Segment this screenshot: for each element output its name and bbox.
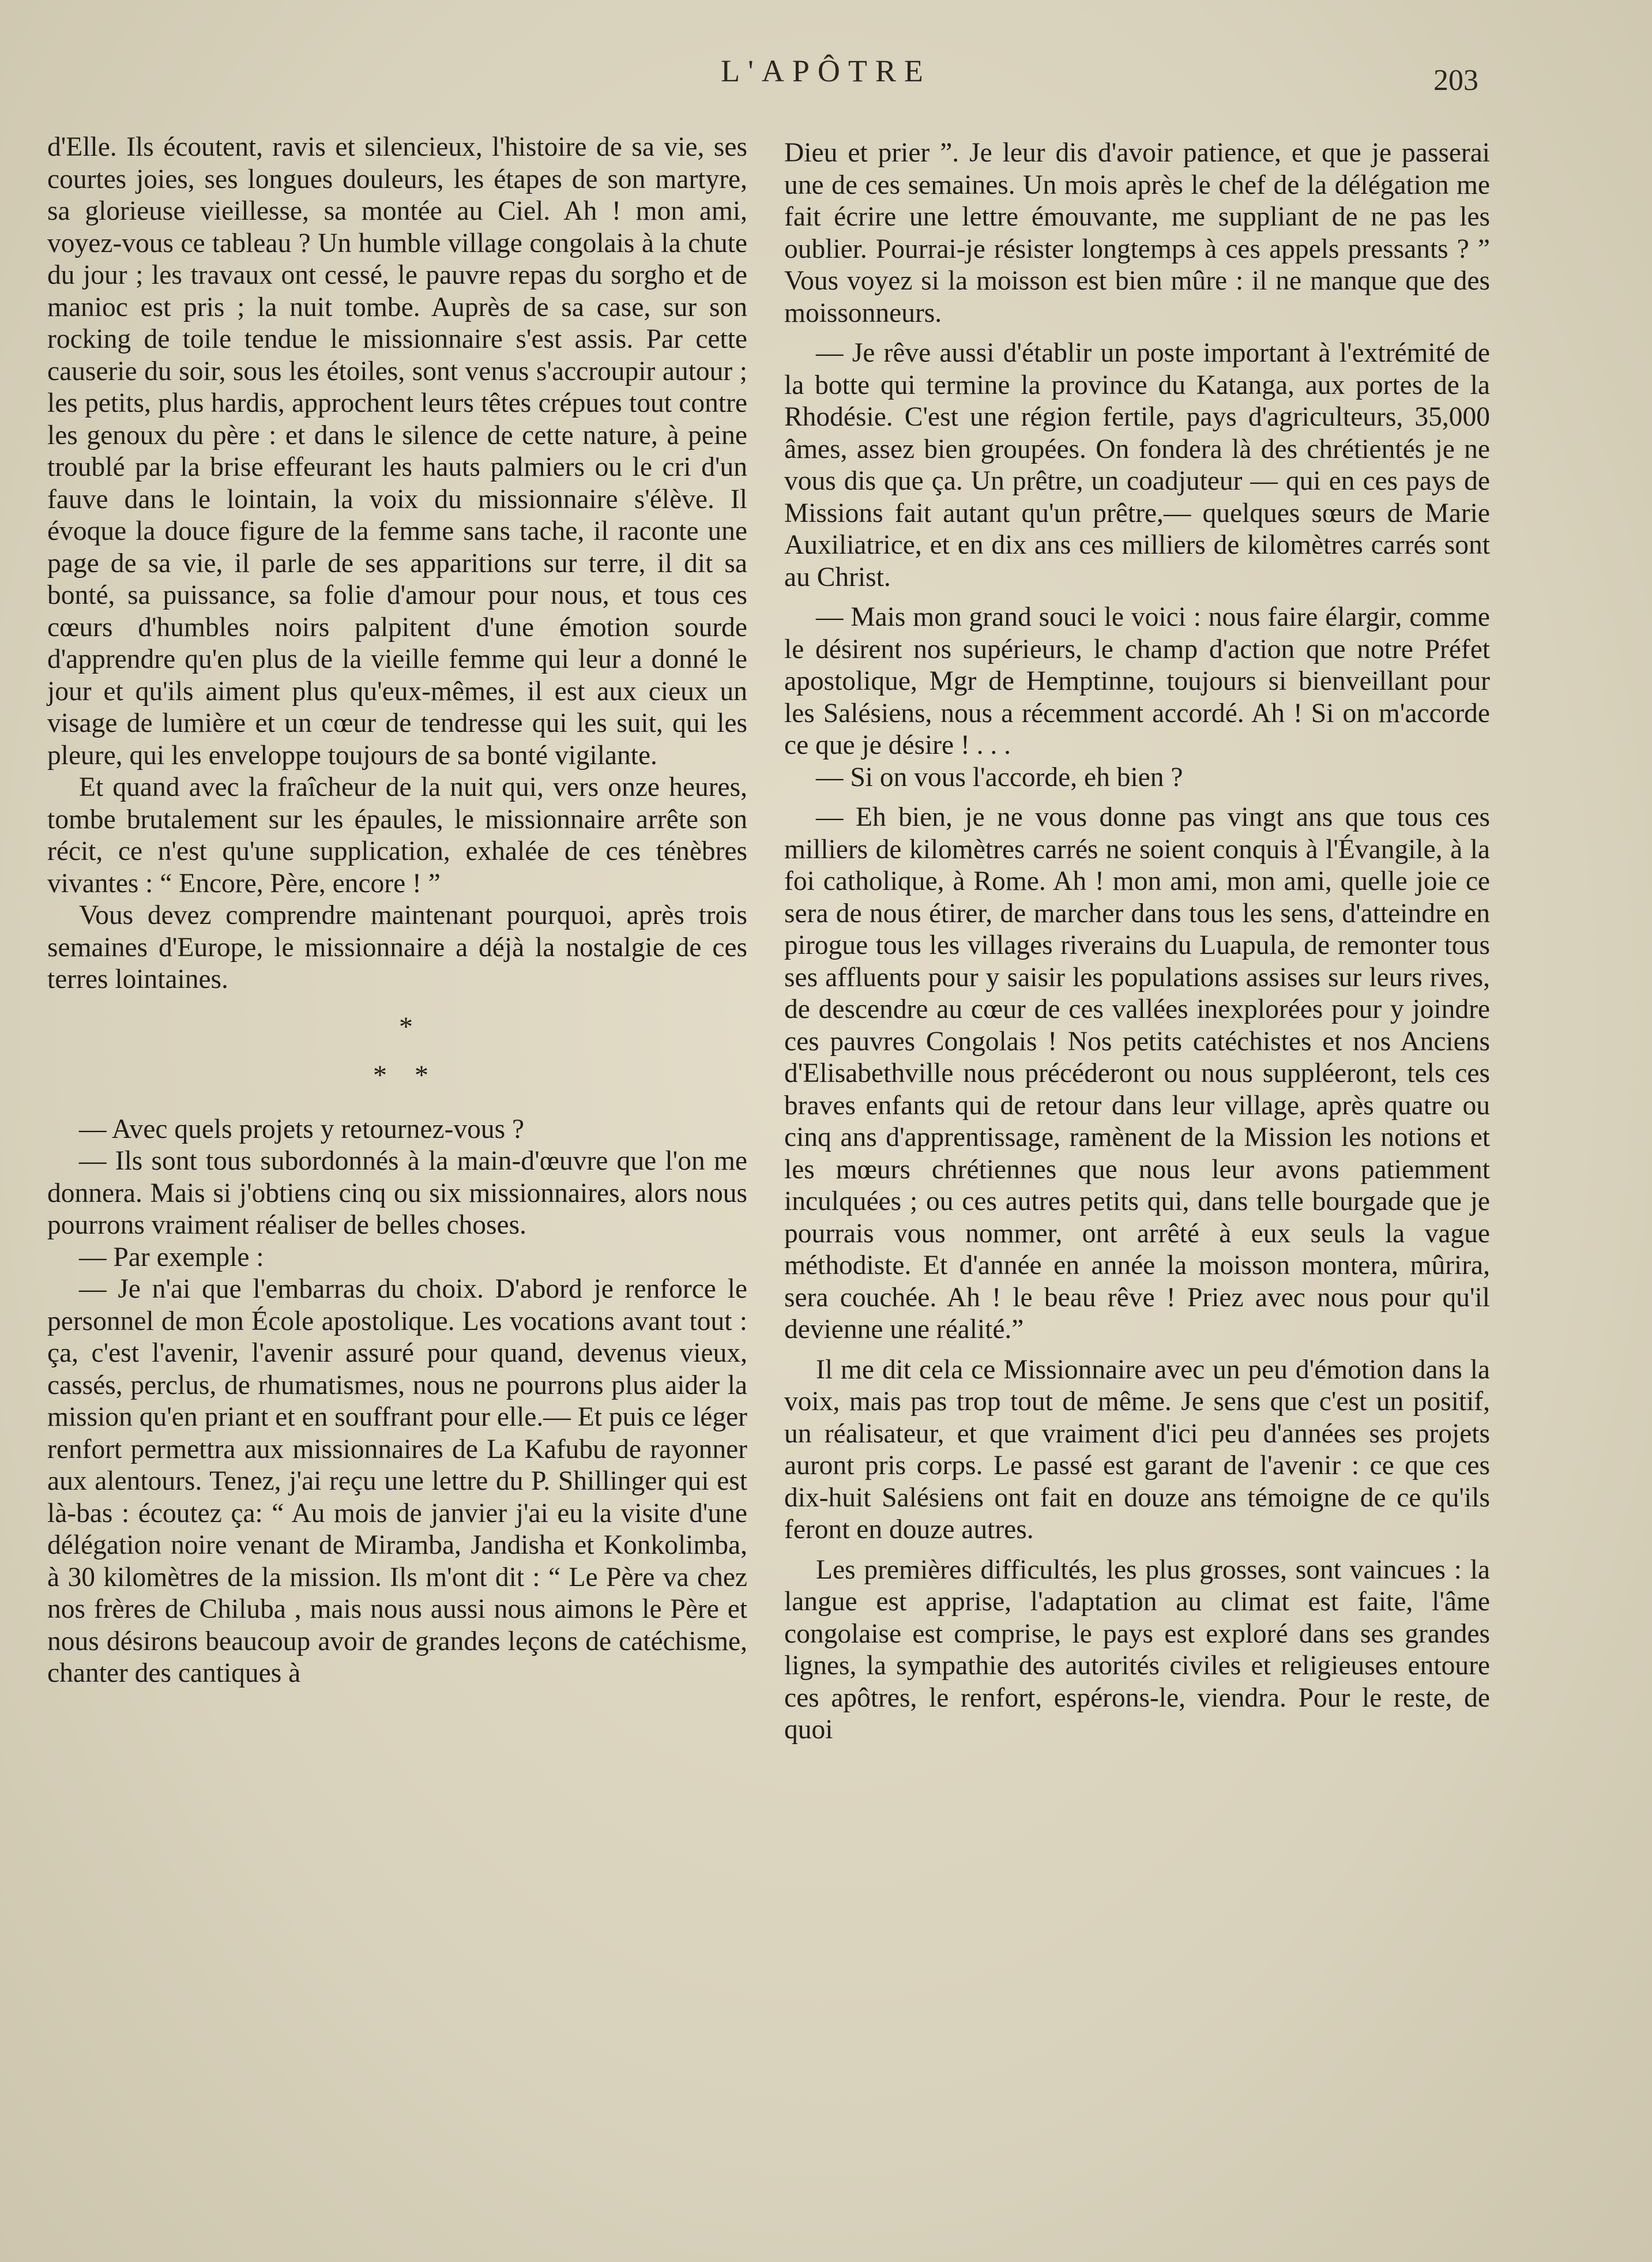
paragraph: — Je rêve aussi d'établir un poste important à l'extrémité de la botte qui termine la province du Katanga, aux portes de la Rhodésie. C'est une région fertile, pays d'agriculteurs, 35,000 âmes, assez bien groupées. On fondera là des chrétientés je ne vous dis que ça. Un prêtre, un coadjuteur — qui en ces pays de Missions fait autant qu'un prêtre,— quelques sœurs de Marie Auxiliatrice, et en dix ans ces milliers de kilomètres carrés sont au Christ.	[784, 338, 1490, 592]
paragraph: d'Elle. Ils écoutent, ravis et silencieux, l'histoire de sa vie, ses courtes joies, ses longues douleurs, les étapes de son martyre, sa glorieuse vieillesse, sa montée au Ciel. Ah ! mon ami, voyez-vous ce tableau ? Un humble village congolais à la chute du jour ; les travaux ont cessé, le pauvre repas du sorgho et de manioc est pris ; la nuit tombe. Auprès de sa case, sur son rocking de toile tendue le missionnaire s'est assis. Par cette causerie du soir, sous les étoiles, sont venus s'accroupir autour ; les petits, plus hardis, approchent leurs têtes crépues tout contre les genoux du père : et dans le silence de cette nature, à peine troublé par la brise effeurant les hauts palmiers ou le cri d'un fauve dans le lointain, la voix du missionnaire s'élève. Il évoque la douce figure de la femme sans tache, il raconte une page de sa vie, il parle de ses apparitions sur terre, il dit sa bonté, sa puissance, sa folie d'amour pour nous, et tous ces cœurs d'humbles noirs palpitent d'une émotion sourde d'apprendre qu'en plus de la vieille femme qui leur a donné le jour et qu'ils aiment plus qu'eux-mêmes, il est aux cieux un visage de lumière et un cœur de tendresse qui les suit, qui les pleure, qui les enveloppe toujours de sa bonté vigilante.	[47, 132, 747, 771]
paragraph: Les premières difficultés, les plus grosses, sont vaincues : la langue est apprise, l'adaptation au climat est faite, l'âme congolaise est comprise, le pays est exploré dans ses grandes lignes, la sympathie des autorités civiles et religieuses entoure ces apôtres, le renfort, espérons-le, viendra. Pour le reste, de quoi	[784, 1554, 1490, 1745]
section-separator-top: *	[399, 1011, 413, 1042]
paragraph: — Mais mon grand souci le voici : nous faire élargir, comme le désirent nos supérieurs, le champ d'action que notre Préfet apostolique, Mgr de Hemptinne, toujours si bienveillant pour les Salésiens, nous a récemment accordé. Ah ! Si on m'accorde ce que je désire ! . . .	[784, 602, 1490, 760]
paragraph: Dieu et prier ”. Je leur dis d'avoir patience, et que je passerai une de ces semaines. Un mois après le chef de la délégation me fait écrire une lettre émouvante, me suppliant de ne pas les oublier. Pourrai-je résister longtemps à ces appels pressants ? ” Vous voyez si la moisson est bien mûre : il ne manque que des moissonneurs.	[784, 138, 1490, 328]
paragraph: Il me dit cela ce Missionnaire avec un peu d'émotion dans la voix, mais pas trop tout de même. Je sens que c'est un positif, un réalisateur, et que vraiment d'ici peu d'années ses projets auront pris corps. Le passé est garant de l'avenir : ce que ces dix-huit Salésiens ont fait en douze ans témoigne de ce qu'ils feront en douze autres.	[784, 1354, 1490, 1545]
paragraph: — Par exemple :	[79, 1242, 264, 1272]
paragraph: — Avec quels projets y retournez-vous ?	[79, 1114, 525, 1144]
paragraph: — Si on vous l'accorde, eh bien ?	[816, 762, 1183, 792]
page-number: 203	[1433, 64, 1478, 97]
paragraph: — Je n'ai que l'embarras du choix. D'abord je renforce le personnel de mon École apostolique. Les vocations avant tout : ça, c'est l'avenir, l'avenir assuré pour quand, devenus vieux, cassés, perclus, de rhumatismes, nous ne pourrons plus aider la mission qu'en priant et en souffrant pour elle.— Et puis ce léger renfort permettra aux missionnaires de La Kafubu de rayonner aux alentours. Tenez, j'ai reçu une lettre du P. Shillinger qui est là-bas : écoutez ça: “ Au mois de janvier j'ai eu la visite d'une délégation noire venant de Miramba, Jandisha et Konkolimba, à 30 kilomètres de la mission. Ils m'ont dit : “ Le Père va chez nos frères de Chiluba , mais nous aussi nous aimons le Père et nous désirons beaucoup avoir de grandes leçons de catéchisme, chanter des cantiques à	[47, 1274, 747, 1688]
paragraph: — Eh bien, je ne vous donne pas vingt ans que tous ces milliers de kilomètres carrés ne soient conquis à l'Évangile, à la foi catholique, à Rome. Ah ! mon ami, mon ami, quelle joie ce sera de nous étirer, de marcher dans tous les sens, d'atteindre en pirogue tous les villages riverains du Luapula, de remonter tous ses affluents pour y saisir les populations assises sur leurs rives, de descendre au cœur de ces vallées inexplorées pour y joindre ces pauvres Congolais ! Nos petits catéchistes et nos Anciens d'Elisabethville nous précéderont ou nous suppléeront, tels ces braves enfants qui de retour dans leur village, après quatre ou cinq ans d'apprentissage, ramènent de la Mission les notions et les mœurs chrétiennes que nous leur avons patiemment inculquées ; ou ces autres petits qui, dans telle bourgade que je pourrais vous nommer, ont arrêté à eux seuls la vague méthodiste. Et d'année en année la moisson montera, mûrira, sera couchée. Ah ! le beau rêve ! Priez avec nous pour qu'il devienne une réalité.”	[784, 802, 1490, 1344]
running-header: L'APÔTRE	[721, 54, 931, 88]
paragraph: — Ils sont tous subordonnés à la main-d'œuvre que l'on me donnera. Mais si j'obtiens cinq ou six missionnaires, alors nous pourrons vraiment réaliser de belles choses.	[47, 1146, 747, 1240]
paragraph: Vous devez comprendre maintenant pourquoi, après trois semaines d'Europe, le missionnaire a déjà la nostalgie de ces terres lointaines.	[47, 900, 747, 994]
left-column	[47, 131, 747, 1690]
section-separator-bottom: * *	[373, 1059, 439, 1091]
paragraph: Et quand avec la fraîcheur de la nuit qui, vers onze heures, tombe brutalement sur les épaules, le missionnaire arrête son récit, ce n'est qu'une supplication, exhalée de ces ténèbres vivantes : “ Encore, Père, encore ! ”	[47, 772, 747, 899]
right-column	[784, 137, 1490, 1746]
